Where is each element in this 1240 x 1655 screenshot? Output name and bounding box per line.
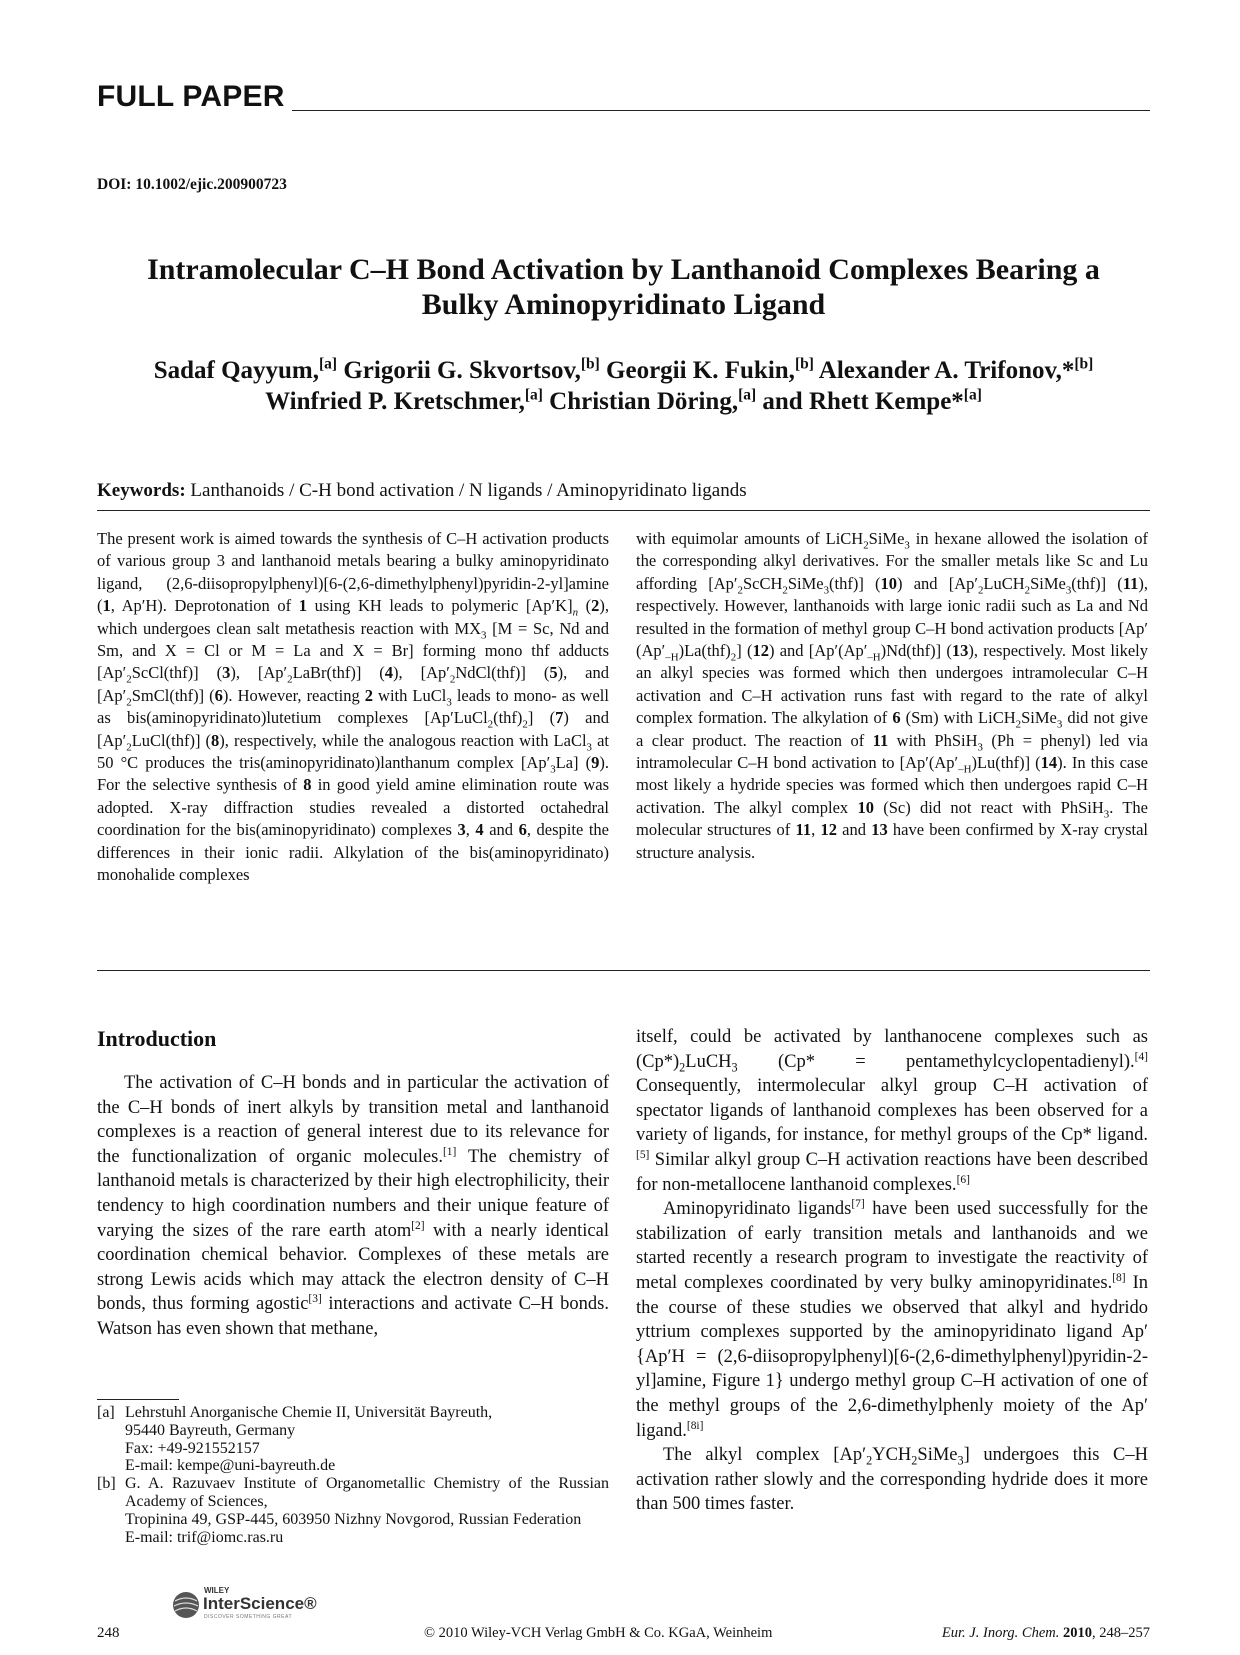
footnote-marker: [a] (97, 1404, 115, 1421)
journal-reference (942, 1625, 1150, 1642)
article-title (97, 252, 1150, 322)
copyright: © 2010 Wiley-VCH Verlag GmbH & Co. KGaA, Weinheim (424, 1625, 773, 1641)
keywords-label: Keywords: (97, 480, 186, 501)
journal-year: 2010 (1063, 1625, 1092, 1641)
title-line-1: Intramolecular C–H Bond Activation by Lanthanoid Complexes Bearing a (147, 253, 1100, 286)
author-affiliation: [a] (963, 386, 982, 404)
abstract-bottom-rule (97, 970, 1150, 971)
paragraph: itself, could be activated by lanthanocene complexes such as $(Cp*)_2LuCH_3$ (Cp* = pentamethylcyclopentadienyl).[4] Consequently, intermolecular alkyl group C–H activation of spectator ligands of lanthanoid complexes has been observed for a variety of ligands, for instance, for methyl groups of the Cp* ligand.[5] Similar alkyl group C–H activation reactions have been described for non-metallocene lanthanoid complexes.[6] (636, 1027, 1148, 1195)
logo-wiley: WILEY (204, 1586, 230, 1595)
author-name: Christian Döring, (549, 388, 739, 415)
author-affiliation: [b] (580, 355, 600, 373)
author-name: Winfried P. Kretschmer, (265, 388, 525, 415)
header-rule (292, 110, 1150, 111)
body-column-left (97, 1071, 609, 1342)
footnote-marker: [b] (97, 1475, 116, 1493)
journal-name: Eur. J. Inorg. Chem. (941, 1625, 1060, 1641)
author-list (97, 355, 1150, 417)
interscience-logo (170, 1586, 340, 1622)
logo-interscience: InterScience® (203, 1594, 317, 1613)
abstract-column-left: The present work is aimed towards the synthesis of C–H activation products of various group 3 and lanthanoid metals bearing a bulky aminopyridinato ligand, (2,6-diisopropylphenyl)[6-(2,6-dimethylphenyl)pyridin-2-yl]amine (1, Ap′H). Deprotonation of 1 using KH leads to polymeric $[Ap'K]_n$ (2), which undergoes clean salt metathesis reaction with $MX_3$ [M = Sc, Nd and Sm, and X = Cl or M = La and X = Br] forming mono thf adducts $[Ap'_2ScCl(thf)]$ (3), $[Ap'_2LaBr(thf)]$ (4), $[Ap'_2NdCl(thf)]$ (5), and $[Ap'_2SmCl(thf)]$ (6). However, reacting 2 with LuCl$_3$ leads to mono- as well as bis(aminopyridinato)lutetium complexes $[Ap'LuCl_2(thf)_2]$ (7) and $[Ap'_2LuCl(thf)]$ (8), respectively, while the analogous reaction with LaCl$_3$ at 50 °C produces the tris(aminopyridinato)lanthanum complex $[Ap'_3La]$ (9). For the selective synthesis of 8 in good yield amine elimination route was adopted. X-ray diffraction studies revealed a distorted octahedral coordination for the bis(aminopyridinato) complexes 3, 4 and 6, despite the differences in their ionic radii. Alkylation of the bis(aminopyridinato) monohalide complexes (97, 529, 609, 885)
author-affiliation: [b] (794, 355, 814, 373)
author-name: Georgii K. Fukin, (606, 357, 795, 384)
footnote-b: [b] G. A. Razuvaev Institute of Organometallic Chemistry of the Russian Academy of Sciences, Tropinina 49, GSP-445, 603950 Nizhny Novgorod, Russian Federation E-mail: trif@iomc.ras.ru (97, 1475, 609, 1546)
abstract-column-right: with equimolar amounts of LiCH$_2$SiMe$_3$ in hexane allowed the isolation of the corresponding alkyl derivatives. For the smaller metals like Sc and Lu affording $[Ap'_2ScCH_2SiMe_3(thf)]$ (10) and $[Ap'_2LuCH_2SiMe_3(thf)]$ (11), respectively. However, lanthanoids with large ionic radii such as La and Nd resulted in the formation of methyl group C–H bond activation products $[Ap'(Ap'_{-H})La(thf)_2]$ (12) and $[Ap'(Ap'_{-H})Nd(thf)]$ (13), respectively. Most likely an alkyl species was formed which then undergoes intramolecular C–H activation and C–H activation runs fast with regard to the rate of alkyl complex formation. The alkylation of 6 (Sm) with LiCH$_2$SiMe$_3$ did not give a clear product. The reaction of 11 with PhSiH$_3$ (Ph = phenyl) led via intramolecular C–H bond activation to $[Ap'(Ap'_{-H})Lu(thf)]$ (14). In this case most likely a hydride species was formed which then undergoes rapid C–H activation. The alkyl complex 10 (Sc) did not react with PhSiH$_3$. The molecular structures of 11, 12 and 13 have been confirmed by X-ray crystal structure analysis. (636, 529, 1149, 862)
section-label: FULL PAPER (97, 80, 285, 113)
title-line-2: Bulky Aminopyridinato Ligand (421, 288, 826, 321)
keywords (97, 480, 747, 502)
paragraph: The alkyl complex $[Ap'_2YCH_2SiMe_3]$ undergoes this C–H activation rather slowly and the corresponding hydride does it more than 500 times faster. (636, 1445, 1148, 1515)
keywords-text: Lanthanoids / C-H bond activation / N ligands / Aminopyridinato ligands (190, 480, 747, 501)
page-number: 248 (97, 1625, 120, 1641)
journal-pages: , 248–257 (1092, 1625, 1150, 1641)
footnote-rule (97, 1399, 179, 1400)
body-column-right (636, 1025, 1148, 1517)
abstract-top-rule (97, 510, 1150, 511)
section-heading-introduction: Introduction (97, 1026, 217, 1051)
author-affiliation: [a] (319, 355, 338, 373)
author-affiliation: [a] (738, 386, 757, 404)
paragraph: Aminopyridinato ligands[7] have been used successfully for the stabilization of early transition metals and lanthanoids and we started recently a research program to investigate the reactivity of metal complexes coordinated by very bulky aminopyridinates.[8] In the course of these studies we observed that alkyl and hydrido yttrium complexes supported by the aminopyridinato ligand Ap′ {Ap′H = (2,6-diisopropylphenyl)[6-(2,6-dimethylphenyl)pyridin-2-yl]amine, Figure 1} undergo methyl group C–H activation of one of the methyl groups of the 2,6-dimethylphenly moiety of the Ap′ ligand.[8i] (636, 1198, 1149, 1441)
author-name: Sadaf Qayyum, (153, 357, 319, 384)
doi: DOI: 10.1002/ejic.200900723 (97, 176, 287, 193)
author-affiliation: [b] (1074, 355, 1094, 373)
author-name: Grigorii G. Skvortsov, (343, 357, 581, 384)
footnote-a: [a] Lehrstuhl Anorganische Chemie II, Universität Bayreuth, 95440 Bayreuth, Germany Fax: +49-921552157 E-mail: kempe@uni-bayreuth.de (97, 1404, 493, 1475)
author-affiliation: [a] (524, 386, 543, 404)
author-name: Alexander A. Trifonov,* (818, 357, 1075, 384)
running-header (97, 80, 1150, 120)
paragraph: The activation of C–H bonds and in particular the activation of the C–H bonds of inert alkyls by transition metal and lanthanoid complexes is a reaction of general interest due to its relevance for the functionalization of organic molecules.[1] The chemistry of lanthanoid metals is characterized by their high electrophilicity, their tendency to high coordination numbers and their unique feature of varying the sizes of the rare earth atom[2] with a nearly identical coordination chemical behavior. Complexes of these metals are strong Lewis acids which may attack the electron density of C–H bonds, thus forming agostic[3] interactions and activate C–H bonds. Watson has even shown that methane, (97, 1073, 609, 1339)
affiliation-footnotes (97, 1404, 609, 1546)
logo-tagline: DISCOVER SOMETHING GREAT (204, 1614, 293, 1620)
author-name: and Rhett Kempe* (762, 388, 964, 415)
